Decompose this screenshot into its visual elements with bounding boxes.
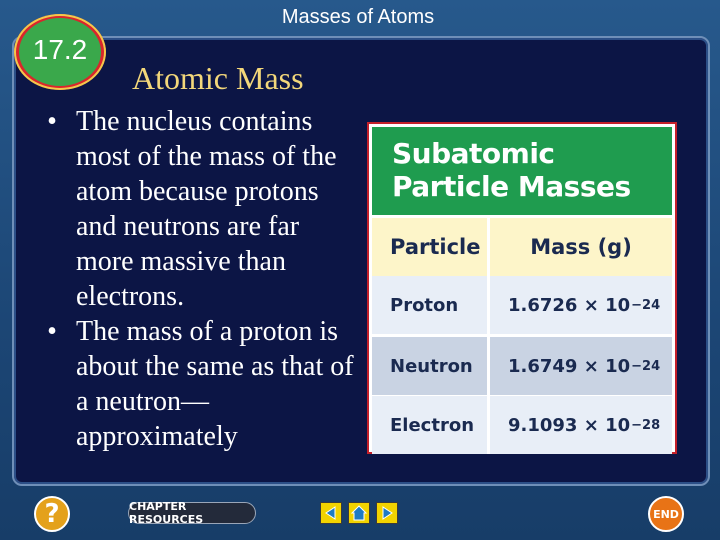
end-button[interactable]: END (648, 496, 684, 532)
chapter-resources-button[interactable]: CHAPTER RESOURCES (128, 502, 256, 524)
mass-mantissa: 9.1093 × 10 (508, 414, 631, 436)
particle-mass-table (367, 122, 677, 454)
table-title-line-1: Subatomic (392, 137, 555, 170)
previous-slide-button[interactable] (320, 502, 342, 524)
particle-mass (490, 337, 672, 395)
help-button[interactable] (34, 496, 70, 532)
particle-name: Electron (372, 396, 490, 454)
table-title (392, 137, 631, 203)
mass-mantissa: 1.6749 × 10 (508, 355, 631, 377)
bullet-dot: • (47, 316, 57, 347)
bullet-item (42, 314, 362, 454)
column-header-particle: Particle (372, 218, 490, 276)
question-mark-icon: ? (44, 499, 60, 529)
next-slide-button[interactable] (376, 502, 398, 524)
bullet-item (42, 104, 362, 314)
section-badge (14, 14, 106, 90)
triangle-left-icon (321, 503, 341, 523)
bullet-text: The mass of a proton is about the same as that of a neutron—approximately (76, 316, 354, 452)
table-title-line-2: Particle Masses (392, 170, 631, 203)
mass-exponent: −28 (631, 417, 661, 433)
mass-exponent: −24 (631, 297, 661, 313)
table-row (372, 276, 672, 334)
table-header-row (372, 218, 672, 276)
section-badge-inner (19, 18, 101, 86)
house-icon (349, 503, 369, 523)
slide-title: Atomic Mass (132, 60, 304, 96)
section-number: 17.2 (32, 34, 88, 65)
header-title: Masses of Atoms (281, 6, 435, 28)
bullet-text: The nucleus contains most of the mass of the atom because protons and neutrons are far more massive than electrons. (76, 106, 337, 312)
table-row (372, 396, 672, 454)
particle-mass (490, 396, 672, 454)
mass-exponent: −24 (631, 358, 661, 374)
home-button[interactable] (348, 502, 370, 524)
particle-name: Neutron (372, 337, 490, 395)
mass-mantissa: 1.6726 × 10 (508, 294, 631, 316)
column-header-mass: Mass (g) (490, 218, 672, 276)
triangle-right-icon (377, 503, 397, 523)
table-title-bar (372, 127, 672, 215)
particle-name: Proton (372, 276, 490, 334)
table-row (372, 337, 672, 395)
bullet-dot: • (47, 106, 57, 137)
bullet-list (42, 104, 362, 454)
particle-mass (490, 276, 672, 334)
